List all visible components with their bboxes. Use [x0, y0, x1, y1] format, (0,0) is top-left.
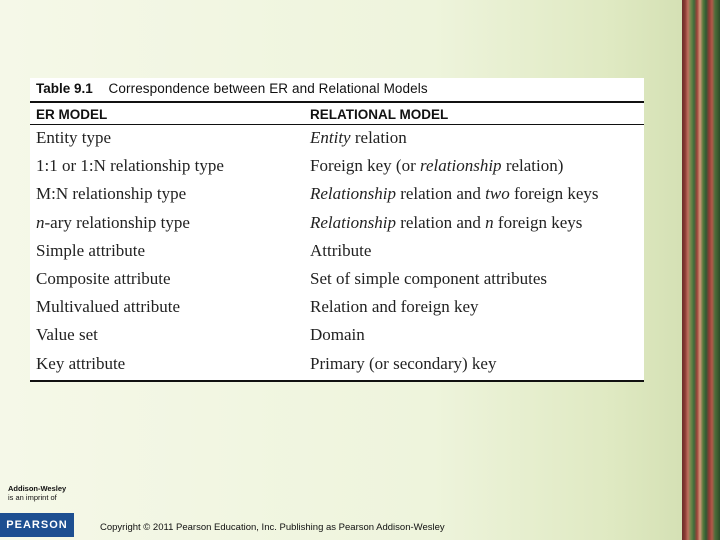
relational-model-cell	[310, 156, 563, 176]
relational-model-text: relation and	[395, 212, 486, 232]
relational-model-cell	[310, 354, 496, 374]
table-row	[30, 354, 644, 382]
relational-model-text: Entity	[310, 128, 351, 147]
relational-model-text: relation and	[395, 184, 486, 204]
er-model-cell: Key attribute	[36, 353, 126, 373]
relational-model-text: Relationship	[310, 184, 396, 204]
relational-model-cell	[310, 241, 371, 261]
relational-model-cell	[310, 184, 599, 204]
er-model-text: n	[36, 212, 45, 232]
top-rule	[30, 101, 644, 103]
header-relational-model: RELATIONAL MODEL	[310, 107, 449, 122]
relational-model-text: Set of simple component attributes	[310, 269, 548, 288]
relational-model-text: relationship	[420, 156, 502, 176]
relational-model-text: Relationship	[310, 212, 396, 232]
er-model-cell: 1:1 or 1:N relationship type	[36, 156, 224, 176]
er-model-text: -ary relationship type	[44, 212, 190, 232]
relational-model-cell	[310, 325, 365, 345]
er-model-cell	[36, 213, 190, 233]
publisher-name: Addison-Wesley	[8, 484, 67, 493]
er-model-cell: Value set	[36, 325, 98, 345]
relational-model-cell	[310, 128, 407, 148]
table-row	[30, 128, 644, 156]
table-row	[30, 156, 644, 184]
table-label: Table 9.1	[36, 81, 93, 96]
relational-model-text: Relation and foreign key	[310, 297, 479, 317]
pearson-logo: PEARSON	[0, 513, 74, 537]
header-er-model: ER MODEL	[36, 107, 108, 122]
bottom-rule	[30, 380, 644, 382]
relational-model-cell	[310, 297, 479, 317]
decorative-stripes	[682, 0, 720, 540]
table-row	[30, 213, 644, 241]
relational-model-text: Attribute	[310, 240, 372, 260]
er-model-cell: Composite attribute	[36, 269, 171, 288]
er-relational-table	[30, 78, 644, 382]
copyright-notice: Copyright © 2011 Pearson Education, Inc. Publishing as Pearson Addison-Wesley	[100, 522, 445, 533]
table-row	[30, 241, 644, 269]
relational-model-text: Foreign key (or	[310, 156, 421, 176]
relational-model-text: foreign keys	[493, 212, 583, 232]
relational-model-text: two	[485, 184, 510, 204]
relational-model-text: relation	[350, 128, 407, 147]
header-rule	[30, 124, 644, 125]
relational-model-text: Domain	[310, 325, 365, 345]
relational-model-text: Primary (or secondary) key	[310, 353, 497, 373]
table-row	[30, 297, 644, 325]
table-title: Correspondence between ER and Relational Models	[108, 81, 428, 96]
er-model-cell: Simple attribute	[36, 240, 146, 260]
table-row	[30, 325, 644, 353]
relational-model-text: relation)	[501, 156, 564, 176]
relational-model-cell	[310, 269, 547, 289]
table-caption	[36, 81, 428, 96]
er-model-cell: Entity type	[36, 128, 112, 147]
relational-model-text: n	[485, 212, 494, 232]
er-model-cell: M:N relationship type	[36, 184, 187, 204]
er-model-cell: Multivalued attribute	[36, 297, 180, 317]
publisher-imprint	[8, 484, 66, 502]
relational-model-cell	[310, 213, 582, 233]
publisher-imprint-line: is an imprint of	[8, 493, 57, 502]
table-row	[30, 184, 644, 212]
relational-model-text: foreign keys	[509, 184, 599, 204]
table-row	[30, 269, 644, 297]
